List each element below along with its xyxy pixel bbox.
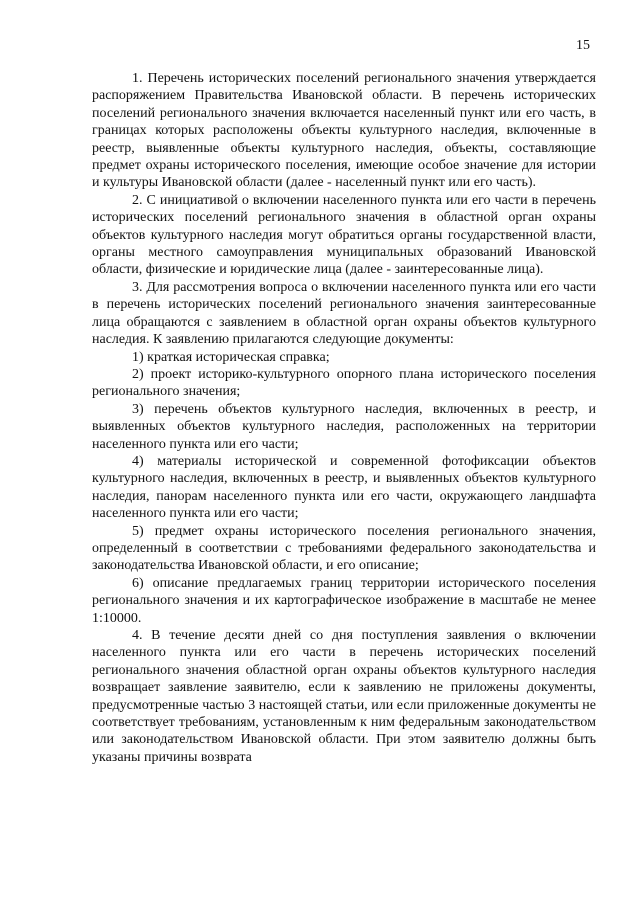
paragraph-4: 4. В течение десяти дней со дня поступления заявления о включении населенного пункта или его части в перечень исторических поселений регионального значения областной орган охраны объектов культурного наследия возвращает заявление заявителю, если к заявлению не приложены документы, предусмотренные частью 3 настоящей статьи, или если приложенные документы не соответствует требованиям, установленным к ним федеральным законодательством или законодательством Ивановской области. При этом заявителю должны быть указаны причины возврата (92, 628, 596, 765)
list-item-5: 5) предмет охраны исторического поселения регионального значения, определенный в соответствии с требованиями федерального законодательства и законодательства Ивановской области, и его описание; (92, 523, 596, 574)
list-item-6: 6) описание предлагаемых границ территории исторического поселения регионального значения и их картографическое изображение в масштабе не менее 1:10000. (92, 575, 596, 626)
list-item-2: 2) проект историко-культурного опорного плана исторического поселения регионального значения; (92, 366, 596, 400)
list-item-1: 1) краткая историческая справка; (132, 349, 330, 365)
list-item-4: 4) материалы исторической и современной фотофиксации объектов культурного наследия, включенных в реестр, и выявленных объектов культурного наследия, панорам населенного пункта или его части, окружающего ландшафта населенного пункта или его части; (92, 453, 596, 522)
document-body (92, 70, 596, 766)
paragraph-2: 2. С инициативой о включении населенного пункта или его части в перечень исторических поселений регионального значения в областной орган охраны объектов культурного наследия могут обратиться органы государственной власти, органы местного самоуправления муниципальных образований Ивановской области, физические и юридические лица (далее - заинтересованные лица). (92, 192, 596, 278)
paragraph-1: 1. Перечень исторических поселений регионального значения утверждается распоряжением Правительства Ивановской области. В перечень исторических поселений регионального значения включается населенный пункт или его часть, в границах которых расположены объекты культурного наследия, включенные в реестр, выявленные объекты культурного наследия, объекты, составляющие предмет охраны исторического поселения, имеющие особое значение для истории и культуры Ивановской области (далее - населенный пункт или его часть). (92, 71, 596, 191)
page-number: 15 (576, 38, 590, 53)
list-item-3: 3) перечень объектов культурного наследия, включенных в реестр, и выявленных объектов культурного наследия, расположенных на территории населенного пункта или его части; (92, 401, 596, 452)
paragraph-3: 3. Для рассмотрения вопроса о включении населенного пункта или его части в перечень исторических поселений регионального значения заинтересованные лица обращаются с заявлением в областной орган охраны объектов культурного наследия. К заявлению прилагаются следующие документы: (92, 279, 596, 348)
